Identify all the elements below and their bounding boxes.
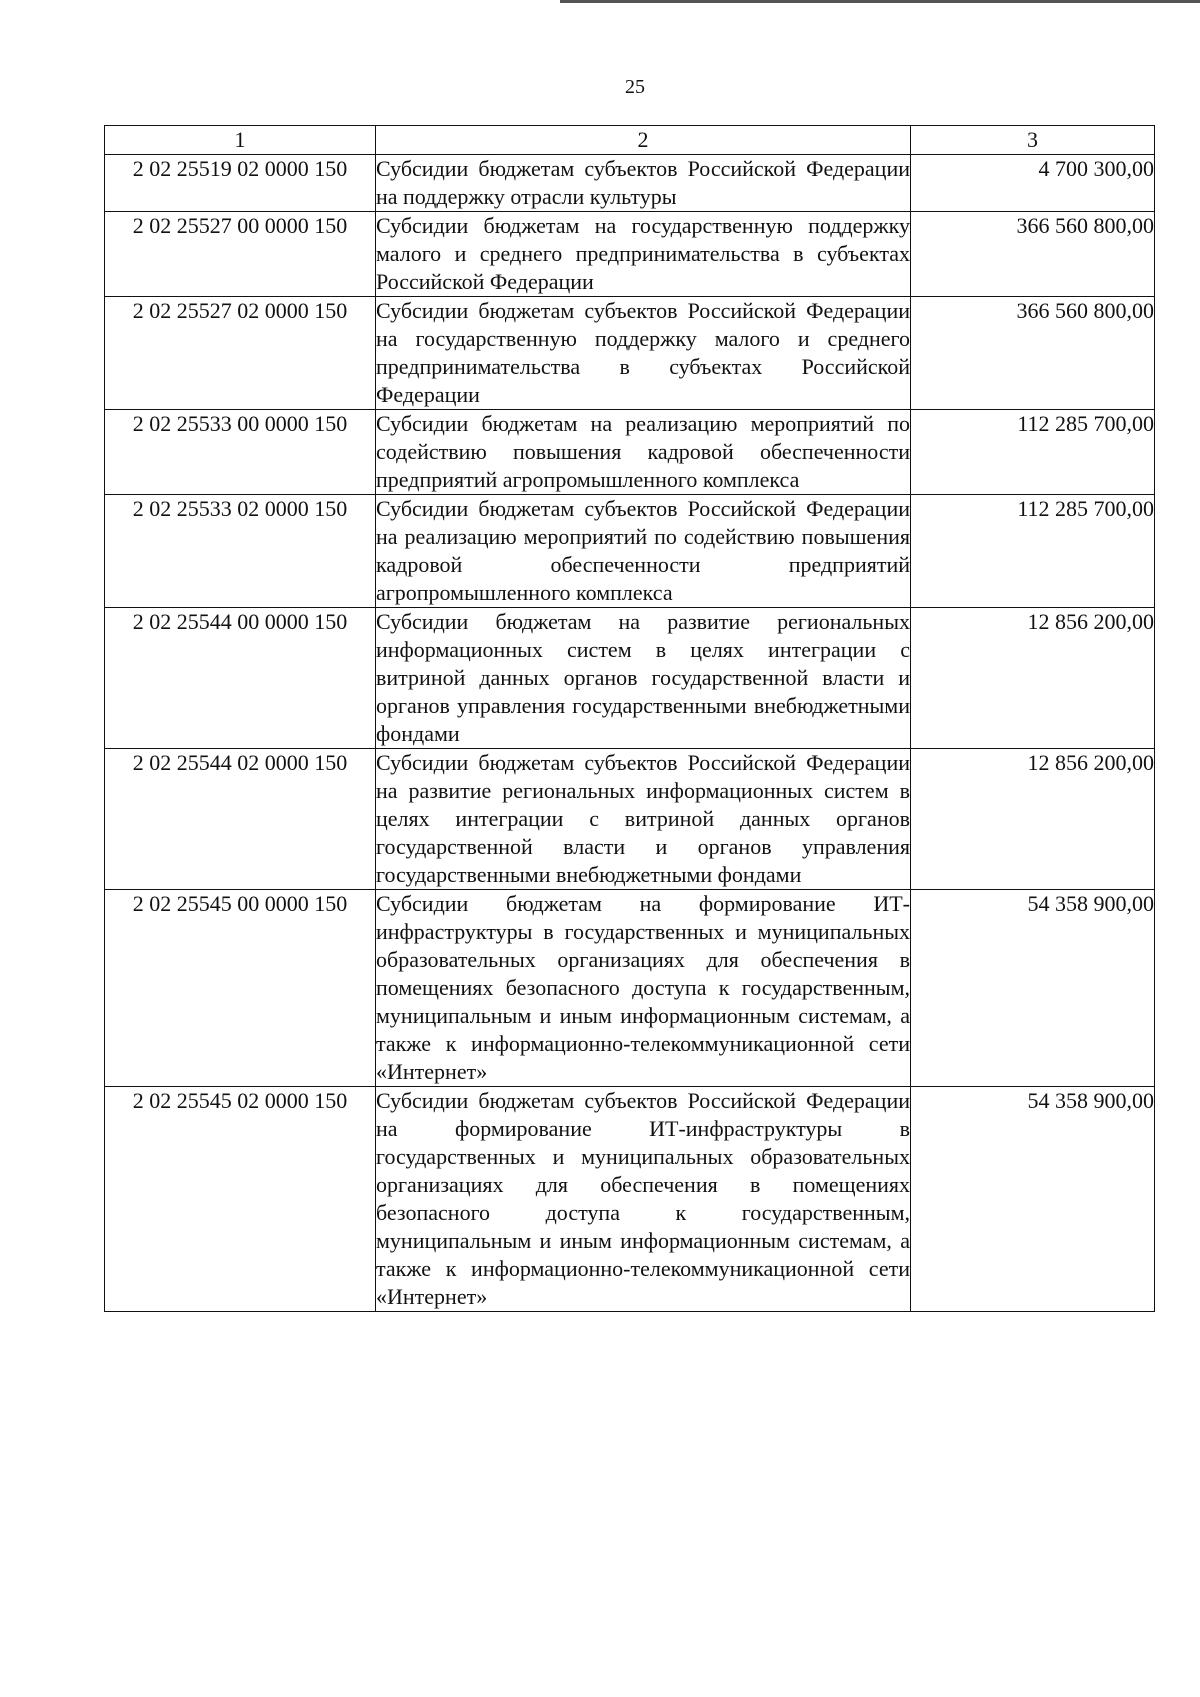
amount-cell: 112 285 700,00: [911, 495, 1155, 608]
table-row: [105, 1087, 1155, 1312]
budget-code-cell: 2 02 25545 00 0000 150: [105, 890, 376, 1087]
description-cell: Субсидии бюджетам на реализацию мероприятий по содействию повышения кадровой обеспеченности предприятий агропромышленного комплекса: [376, 410, 911, 495]
description-cell: Субсидии бюджетам субъектов Российской Федерации на реализацию мероприятий по содействию повышения кадровой обеспеченности предприятий агропромышленного комплекса: [376, 495, 911, 608]
scan-top-edge: [560, 0, 1200, 3]
amount-cell: 112 285 700,00: [911, 410, 1155, 495]
budget-code-cell: 2 02 25533 00 0000 150: [105, 410, 376, 495]
amount-cell: 54 358 900,00: [911, 890, 1155, 1087]
amount-cell: 12 856 200,00: [911, 608, 1155, 749]
table-row: [105, 155, 1155, 212]
amount-cell: 366 560 800,00: [911, 212, 1155, 297]
table-row: [105, 608, 1155, 749]
table-row: [105, 297, 1155, 410]
page-number: 25: [625, 76, 645, 98]
amount-cell: 4 700 300,00: [911, 155, 1155, 212]
budget-code-cell: 2 02 25533 02 0000 150: [105, 495, 376, 608]
budget-code-cell: 2 02 25545 02 0000 150: [105, 1087, 376, 1312]
budget-code-cell: 2 02 25527 02 0000 150: [105, 297, 376, 410]
description-cell: Субсидии бюджетам на формирование ИТ-инфраструктуры в государственных и муниципальных образовательных организациях для обеспечения в помещениях безопасного доступа к государственным, муниципальным и иным информационным системам, а также к информационно-телекоммуникационной сети «Интернет»: [376, 890, 911, 1087]
table-row: [105, 410, 1155, 495]
header-row: [105, 126, 1155, 155]
budget-table: [104, 125, 1155, 1312]
budget-code-cell: 2 02 25527 00 0000 150: [105, 212, 376, 297]
budget-code-cell: 2 02 25519 02 0000 150: [105, 155, 376, 212]
description-cell: Субсидии бюджетам субъектов Российской Федерации на формирование ИТ-инфраструктуры в государственных и муниципальных образовательных организациях для обеспечения в помещениях безопасного доступа к государственным, муниципальным и иным информационным системам, а также к информационно-телекоммуникационной сети «Интернет»: [376, 1087, 911, 1312]
column-header-1: 1: [105, 126, 376, 155]
description-cell: Субсидии бюджетам субъектов Российской Федерации на поддержку отрасли культуры: [376, 155, 911, 212]
amount-cell: 54 358 900,00: [911, 1087, 1155, 1312]
table-row: [105, 212, 1155, 297]
table-row: [105, 890, 1155, 1087]
table-body: [105, 155, 1155, 1312]
description-cell: Субсидии бюджетам субъектов Российской Федерации на государственную поддержку малого и среднего предпринимательства в субъектах Российской Федерации: [376, 297, 911, 410]
table-header: [105, 126, 1155, 155]
column-header-3: 3: [911, 126, 1155, 155]
amount-cell: 12 856 200,00: [911, 749, 1155, 890]
table-row: [105, 749, 1155, 890]
column-header-2: 2: [376, 126, 911, 155]
table-row: [105, 495, 1155, 608]
description-cell: Субсидии бюджетам на развитие региональных информационных систем в целях интеграции с витриной данных органов государственной власти и органов управления государственными внебюджетными фондами: [376, 608, 911, 749]
amount-cell: 366 560 800,00: [911, 297, 1155, 410]
budget-code-cell: 2 02 25544 00 0000 150: [105, 608, 376, 749]
description-cell: Субсидии бюджетам на государственную поддержку малого и среднего предпринимательства в субъектах Российской Федерации: [376, 212, 911, 297]
description-cell: Субсидии бюджетам субъектов Российской Федерации на развитие региональных информационных систем в целях интеграции с витриной данных органов государственной власти и органов управления государственными внебюджетными фондами: [376, 749, 911, 890]
budget-code-cell: 2 02 25544 02 0000 150: [105, 749, 376, 890]
